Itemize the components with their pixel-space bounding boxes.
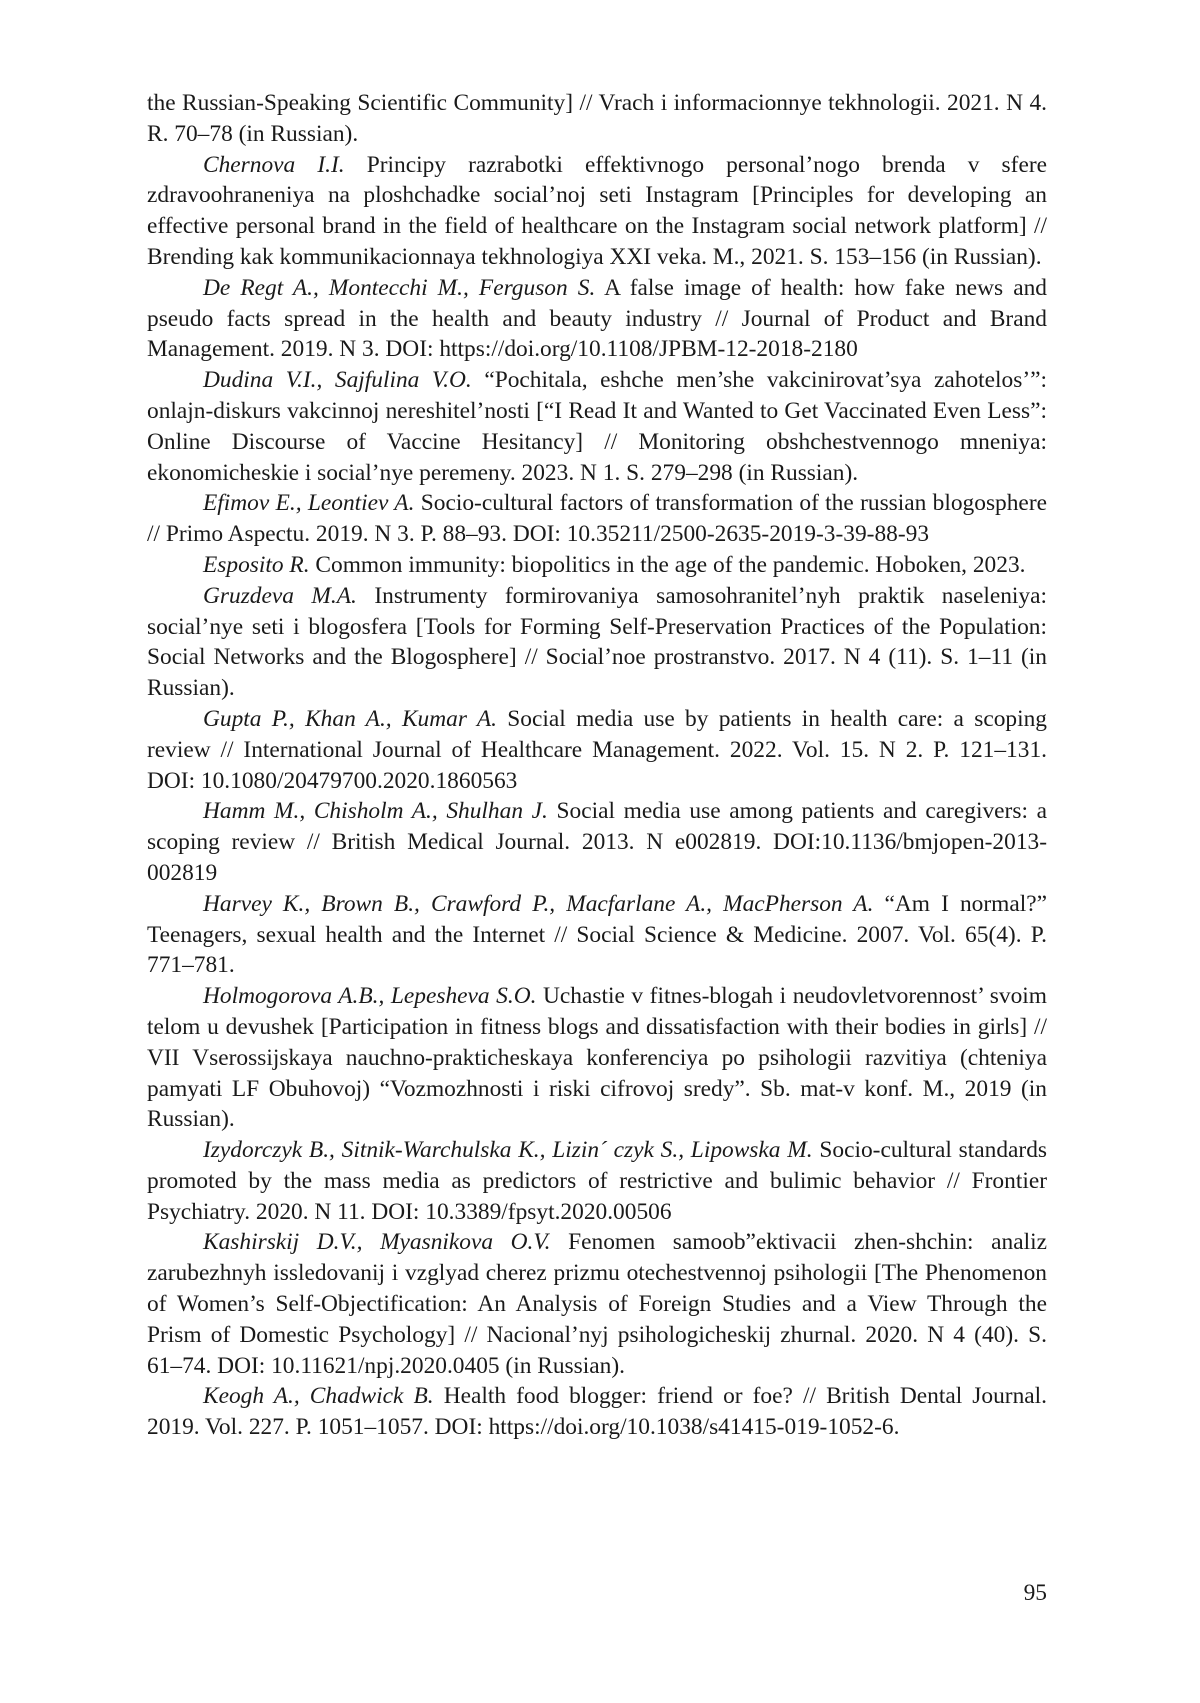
reference-text: Social media use by patients in health care: a scoping review // International Journal of Healthcare Management. 2022. Vol. 15. N 2. P. 121–131. DOI: 10.1080/20479700.2020.1860563: [147, 705, 1047, 794]
reference-entry: [147, 273, 1047, 365]
reference-entry: [147, 365, 1047, 488]
reference-author: Efimov E., Leontiev A.: [203, 490, 415, 517]
reference-entry: [147, 488, 1047, 550]
reference-text: Health food blogger: friend or foe? // British Dental Journal. 2019. Vol. 227. P. 1051–1057. DOI: https://doi.org/10.1038/s41415-019-1052-6.: [147, 1383, 1047, 1441]
reference-author: Holmogorova A.B., Lepesheva S.O.: [203, 983, 537, 1010]
reference-author: Harvey K., Brown B., Crawford P., Macfarlane A., MacPherson A.: [203, 890, 874, 917]
reference-author: Esposito R.: [203, 551, 310, 578]
reference-author: Gupta P., Khan A., Kumar A.: [203, 705, 497, 732]
reference-text: Fenomen samoob”ektivacii zhen-shchin: analiz zarubezhnyh issledovanij i vzglyad cherez prizmu otechestvennoj psihologii [The Phenomenon of Women’s Self-Objectification: An Analysis of Foreign Studies and a View Through the Prism of Domestic Psychology] // Nacional’nyj psihologicheskij zhurnal. 2020. N 4 (40). S. 61–74. DOI: 10.11621/npj.2020.0405 (in Russian).: [147, 1229, 1047, 1379]
reference-text: “Pochitala, eshche men’she vakcinirovat’sya zahotelos’”: onlajn-diskurs vakcinnoj nereshitel’nosti [“I Read It and Wanted to Get Vaccinated Even Less”: Online Discourse of Vaccine Hesitancy] // Monitoring obshchestvennogo mneniya: ekonomicheskie i social’nye peremeny. 2023. N 1. S. 279–298 (in Russian).: [147, 367, 1047, 486]
reference-text: A false image of health: how fake news and pseudo facts spread in the health and beauty industry // Journal of Product and Brand Management. 2019. N 3. DOI: https://doi.org/10.1108/JPBM-12-2018-2180: [147, 274, 1047, 363]
reference-entry: [147, 1227, 1047, 1381]
reference-entry: [147, 1381, 1047, 1443]
reference-list: [147, 88, 1047, 1443]
reference-entry: [147, 88, 1047, 150]
reference-author: Dudina V.I., Sajfulina V.O.: [203, 367, 472, 394]
reference-text: Uchastie v fitnes-blogah i neudovletvorennost’ svoim telom u devushek [Participation in fitness blogs and dissatisfaction with their bodies in girls] // VII Vserossijskaya nauchno-prakticheskaya konferenciya po psihologii razvitiya (chteniya pamyati LF Obuhovoj) “Vozmozhnosti i riski cifrovoj sredy”. Sb. mat-v konf. M., 2019 (in Russian).: [147, 983, 1047, 1133]
reference-author: Hamm M., Chisholm A., Shulhan J.: [203, 798, 548, 825]
reference-author: De Regt A., Montecchi M., Ferguson S.: [203, 274, 596, 301]
reference-entry: [147, 550, 1047, 581]
reference-entry: [147, 150, 1047, 273]
reference-entry: [147, 581, 1047, 704]
reference-entry: [147, 1135, 1047, 1227]
reference-text: Socio-cultural standards promoted by the mass media as predictors of restrictive and bulimic behavior // Frontier Psychiatry. 2020. N 11. DOI: 10.3389/fpsyt.2020.00506: [147, 1137, 1047, 1225]
reference-text: the Russian-Speaking Scientific Community] // Vrach i informacionnye tekhnologii. 2021. N 4. R. 70–78 (in Russian).: [147, 90, 1047, 147]
reference-text: Social media use among patients and caregivers: a scoping review // British Medical Journal. 2013. N e002819. DOI:10.1136/bmjopen-2013-002819: [147, 798, 1047, 886]
reference-author: Chernova I.I.: [203, 151, 345, 178]
reference-author: Kashirskij D.V., Myasnikova O.V.: [203, 1229, 551, 1256]
reference-author: Keogh A., Chadwick B.: [203, 1383, 434, 1410]
reference-text: Common immunity: biopolitics in the age of the pandemic. Hoboken, 2023.: [315, 551, 1026, 578]
reference-entry: [147, 889, 1047, 981]
page-number: 95: [1023, 1580, 1047, 1606]
reference-entry: [147, 981, 1047, 1135]
reference-text: Socio-cultural factors of transformation of the russian blogosphere // Primo Aspectu. 2019. N 3. P. 88–93. DOI: 10.35211/2500-2635-2019-3-39-88-93: [147, 490, 1047, 548]
reference-text: Principy razrabotki effektivnogo personal’nogo brenda v sfere zdravoohraneniya na ploshchadke social’noj seti Instagram [Principles for developing an effective personal brand in the field of healthcare on the Instagram social network platform] // Brending kak kommunikacionnaya tekhnologiya XXI veka. M., 2021. S. 153–156 (in Russian).: [147, 151, 1047, 270]
reference-entry: [147, 796, 1047, 888]
reference-entry: [147, 704, 1047, 796]
reference-text: “Am I normal?” Teenagers, sexual health and the Internet // Social Science & Medicine. 2007. Vol. 65(4). P. 771–781.: [147, 890, 1047, 979]
reference-author: Izydorczyk B., Sitnik-Warchulska K., Lizin´ czyk S., Lipowska M.: [203, 1137, 813, 1164]
reference-text: Instrumenty formirovaniya samosohranitel’nyh praktik naseleniya: social’nye seti i blogosfera [Tools for Forming Self-Preservation Practices of the Population: Social Networks and the Blogosphere] // Social’noe prostranstvo. 2017. N 4 (11). S. 1–11 (in Russian).: [147, 582, 1047, 702]
reference-author: Gruzdeva M.A.: [203, 582, 357, 609]
